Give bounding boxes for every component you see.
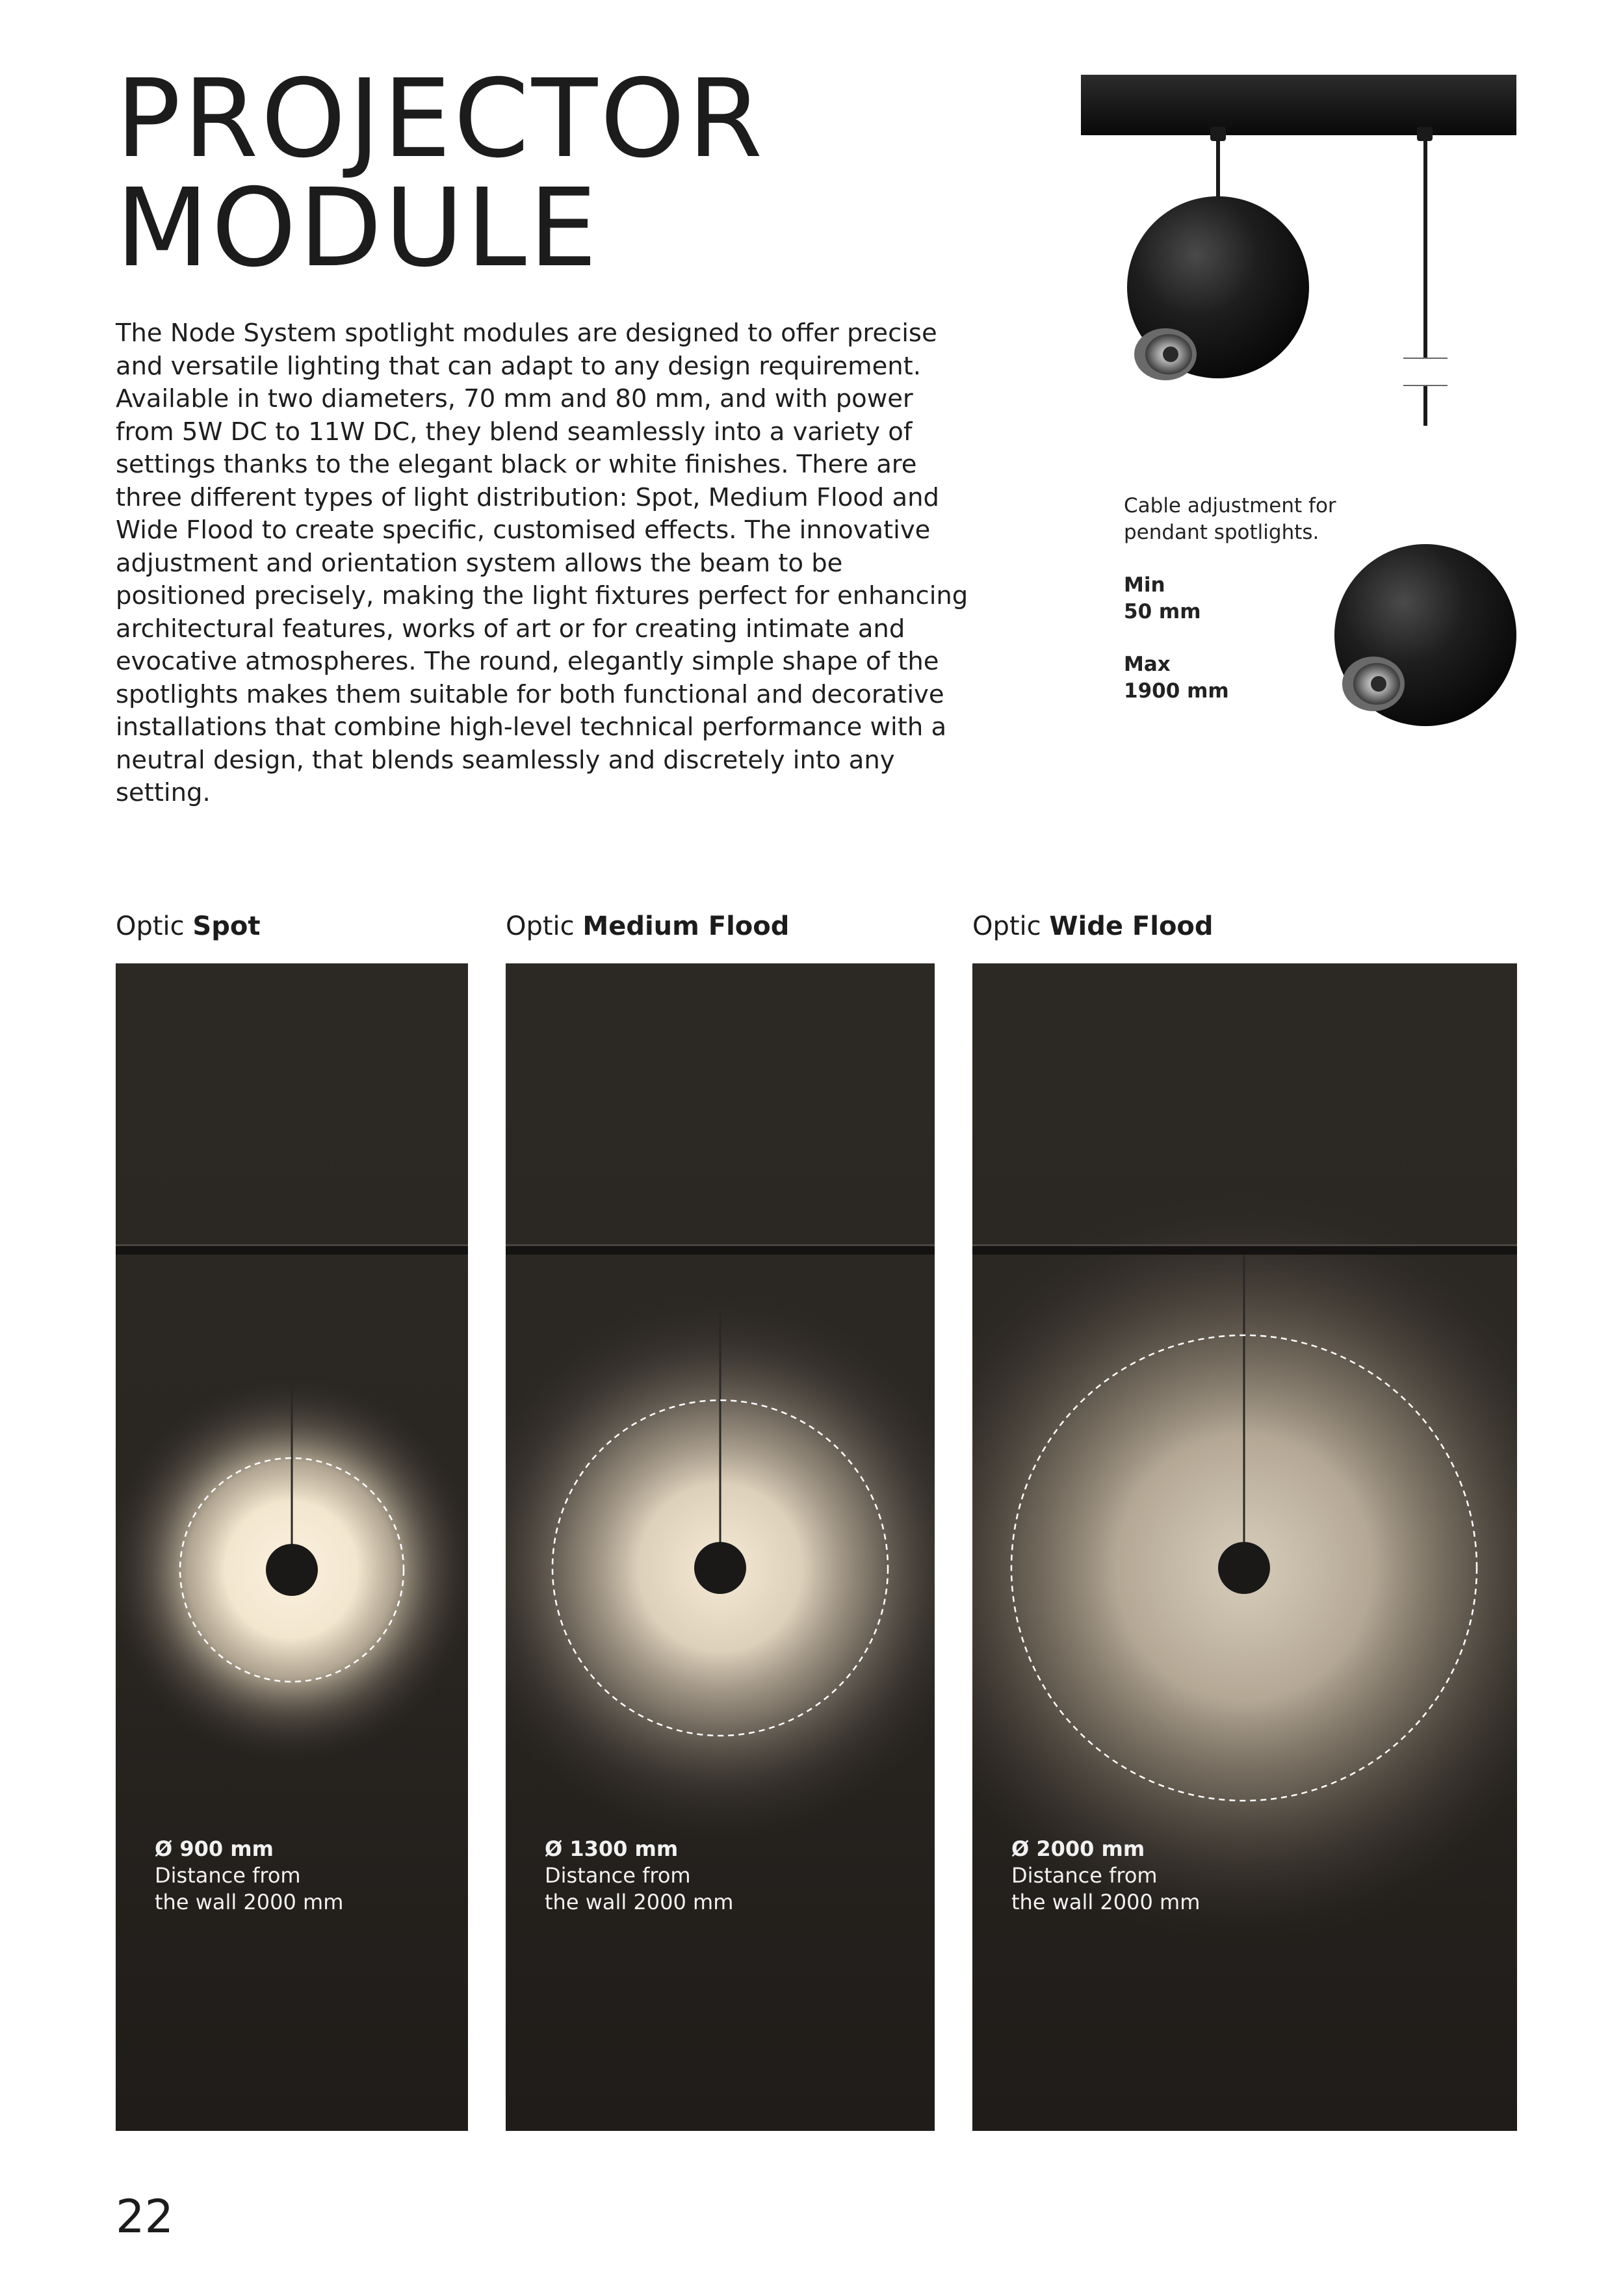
spotlight-sphere	[694, 1542, 746, 1594]
cable-max-value: 1900 mm	[1124, 679, 1229, 703]
page-title	[116, 57, 766, 291]
optic-panel-spot	[116, 963, 468, 2131]
title-line-2: MODULE	[116, 166, 600, 291]
cable-caption-text: Cable adjustment for pendant spotlights.	[1124, 494, 1336, 544]
optic-panel-wide-flood	[972, 963, 1517, 2131]
beam-diameter: Ø 900 mm	[155, 1836, 274, 1861]
distance-line-1: Distance from	[1011, 1863, 1158, 1888]
beam-diameter: Ø 2000 mm	[1011, 1836, 1145, 1861]
distance-line-1: Distance from	[545, 1863, 691, 1888]
distance-line-1: Distance from	[155, 1863, 301, 1888]
distance-line-2: the wall 2000 mm	[1011, 1890, 1201, 1914]
track-rail	[1081, 75, 1516, 135]
spotlight-sphere	[1218, 1542, 1270, 1594]
intro-paragraph: The Node System spotlight modules are designed to offer precise and versatile lighting that can adapt to any design requirement. Available in two diameters, 70 mm and 80 mm, and with power from 5W DC to 11W DC, they blend seamlessly into a variety of settings thanks to the elegant black or white finishes. There are three different types of light distribution: Spot, Medium Flood and Wide Flood to create specific, customised effects. The innovative adjustment and orientation system allows the beam to be positioned precisely, making the light fixtures perfect for enhancing architectural features, works of art or for creating intimate and evocative atmospheres. The round, elegantly simple shape of the spotlights makes them suitable for both functional and decorative installations that combine high-level technical performance with a neutral design, that blends seamlessly and discretely into any setting.	[116, 319, 968, 807]
distance-line-2: the wall 2000 mm	[545, 1890, 734, 1914]
cable-max-label: Max	[1124, 653, 1171, 676]
cable-adjustment-caption	[1124, 493, 1338, 705]
optic-label-spot: Optic Spot	[116, 911, 261, 941]
title-line-1: PROJECTOR	[116, 57, 766, 182]
cable-min-label: Min	[1124, 573, 1165, 597]
page-number: 22	[116, 2190, 174, 2243]
beam-diameter: Ø 1300 mm	[545, 1836, 679, 1861]
cable-min-value: 50 mm	[1124, 600, 1201, 623]
optic-label-wide-flood: Optic Wide Flood	[972, 911, 1214, 941]
distance-line-2: the wall 2000 mm	[155, 1890, 344, 1914]
optic-panel-medium-flood	[506, 963, 935, 2131]
optic-label-medium-flood: Optic Medium Flood	[506, 911, 790, 941]
spotlight-sphere	[266, 1544, 318, 1596]
